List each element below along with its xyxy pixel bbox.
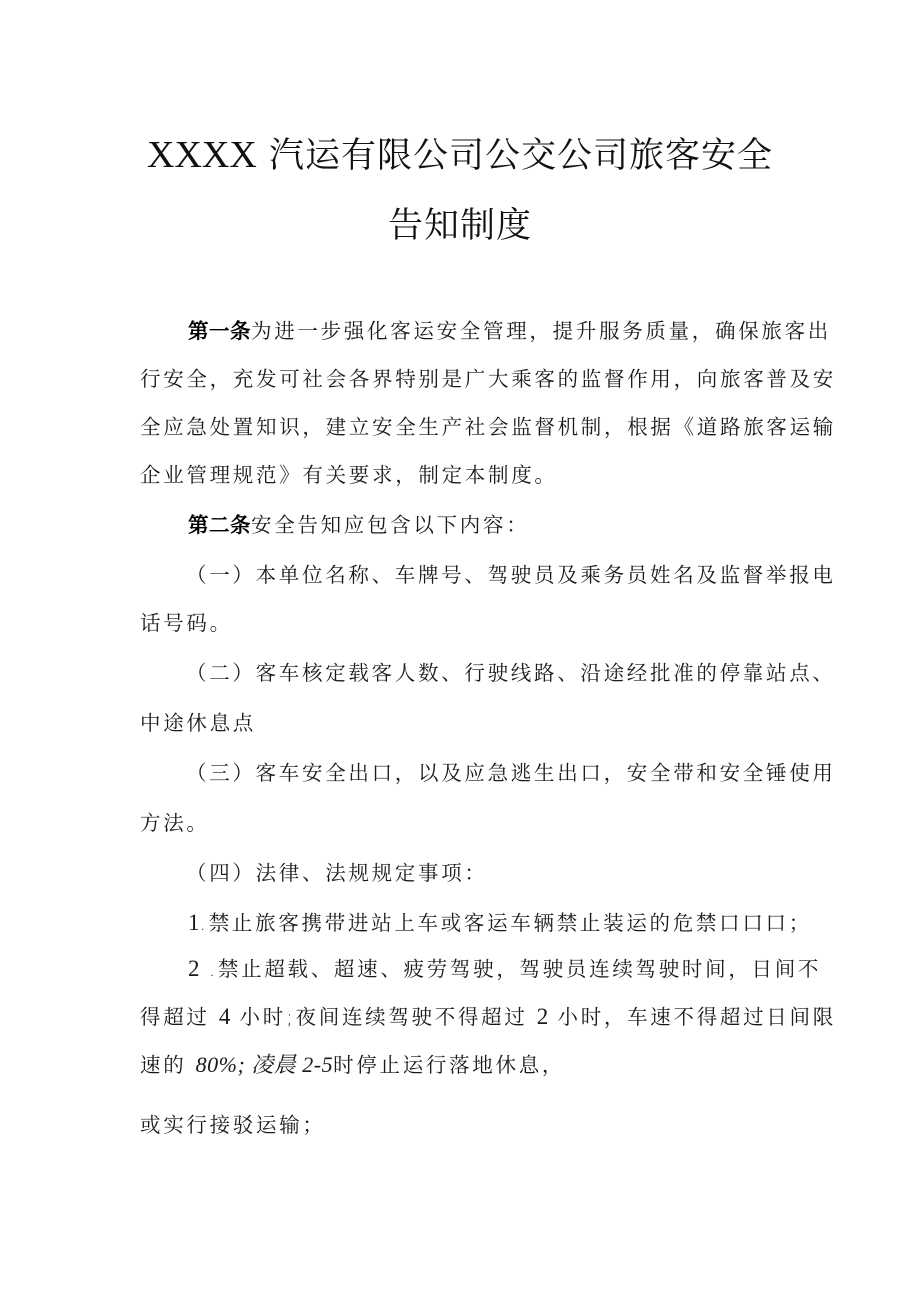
item-2-line-2: 中途休息点: [140, 711, 256, 735]
title-company-placeholder: XXXX: [147, 134, 257, 176]
sub-item-2-line-3: [140, 1048, 565, 1079]
sub-item-2-line-1: [188, 952, 821, 982]
sub-item-1: [188, 906, 812, 936]
article-2-line-1: [188, 508, 529, 538]
article-1-line-4: 企业管理规范》有关要求，制定本制度。: [140, 463, 558, 487]
item-2-line-1: （二）客车核定载客人数、行驶线路、沿途经批准的停靠站点、: [186, 661, 836, 685]
sub-item-2-text-3a: 速的: [140, 1053, 187, 1077]
article-2-heading: 第二条: [188, 513, 251, 537]
article-2-intro: 安全告知应包含以下内容：: [251, 513, 530, 537]
sub-item-2-text-2c: 小时，车速不得超过日间限: [557, 1005, 836, 1029]
title-company-name: 汽运有限公司公交公司旅客安全: [268, 136, 773, 176]
sub-item-2-hours-night: 2: [536, 1004, 549, 1029]
article-1-line-2: 行安全，充发可社会各界特别是广大乘客的监督作用，向旅客普及安: [140, 367, 836, 391]
item-1-line-2: 话号码。: [140, 611, 233, 635]
sub-item-2-text-3b: 时停止运行落地休息，: [333, 1053, 566, 1077]
item-3-line-2: 方法。: [140, 811, 210, 835]
article-1-line-1: [188, 314, 831, 344]
sub-item-2-text-2a: 得超过: [140, 1005, 210, 1029]
sub-item-2-speed-time: 80%; 凌晨 2-5: [195, 1052, 334, 1077]
item-1-line-1: （一）本单位名称、车牌号、驾驶员及乘务员姓名及监督举报电: [186, 563, 836, 587]
item-4-heading: （四）法律、法规规定事项：: [186, 861, 488, 885]
article-1-text: 为进一步强化客运安全管理，提升服务质量，确保旅客出: [251, 319, 831, 343]
article-1-heading: 第一条: [188, 319, 251, 343]
item-3-line-1: （三）客车安全出口，以及应急逃生出口，安全带和安全锤使用: [186, 761, 836, 785]
sub-item-2-text-1: .禁止超载、超速、疲劳驾驶，驾驶员连续驾驶时间，日间不: [199, 957, 822, 981]
sub-item-2-number: 2: [188, 956, 200, 981]
sub-item-1-number: 1: [188, 910, 200, 935]
sub-item-2-line-4: 或实行接驳运输；: [140, 1113, 326, 1137]
document-title-line-1: [0, 128, 920, 178]
sub-item-2-hours-day: 4: [218, 1004, 231, 1029]
sub-item-2-line-2: [140, 1000, 836, 1030]
article-1-line-3: 全应急处置知识，建立安全生产社会监督机制，根据《道路旅客运输: [140, 415, 836, 439]
sub-item-2-text-2b: 小时;夜间连续驾驶不得超过: [239, 1005, 528, 1029]
sub-item-1-text: .禁止旅客携带进站上车或客运车辆禁止装运的危禁口口口；: [199, 911, 812, 935]
document-title-line-2: 告知制度: [387, 206, 532, 246]
